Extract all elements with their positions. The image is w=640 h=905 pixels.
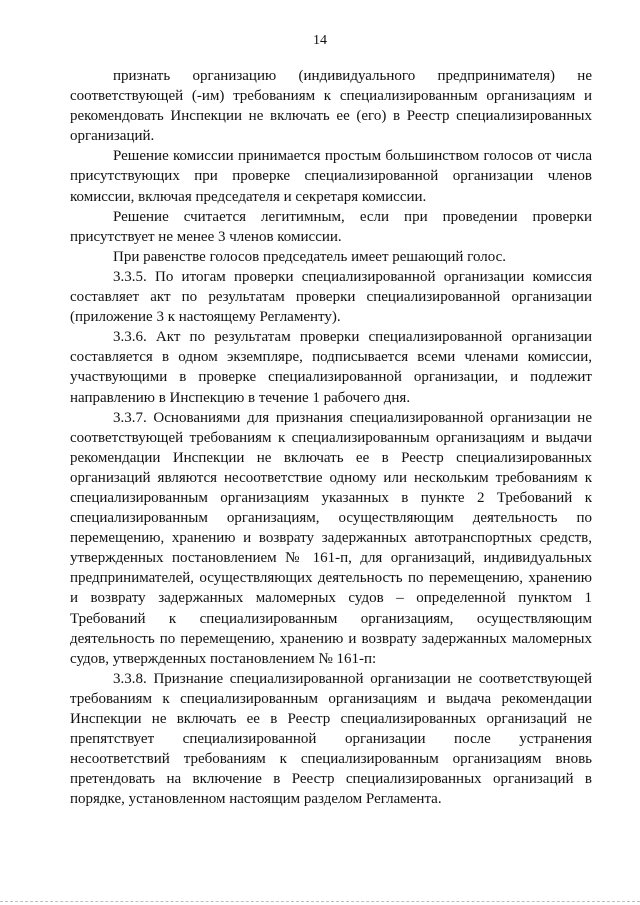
- paragraph-3-3-8: 3.3.8. Признание специализированной организации не соответствующей требованиям к специализированным организациям и выдача рекомендации Инспекции не включать ее в Реестр специализированных организаций не препятствует специализированной организации после устранения несоответствий требованиям к специализированным организациям вновь претендовать на включение в Реестр специализированных организаций в порядке, установленном настоящим разделом Регламента.: [70, 670, 592, 808]
- paragraph-legitimacy: Решение считается легитимным, если при проведении проверки присутствует не менее 3 членов комиссии.: [70, 208, 592, 245]
- paragraph-commission-decision: Решение комиссии принимается простым большинством голосов от числа присутствующих при проверке специализированной организации членов комиссии, включая председателя и секретаря комиссии.: [70, 148, 592, 205]
- document-body: [70, 66, 592, 809]
- page-number: 14: [313, 33, 327, 48]
- paragraph-3-3-7: 3.3.7. Основаниями для признания специализированной организации не соответствующей требованиям к специализированным организациям и выдачи рекомендации Инспекции не включать ее в Реестр специализированных организаций являются несоответствие одному или нескольким требованиям к специализированным организациям указанных в пункте 2 Требований к специализированным организациям, осуществляющим деятельность по перемещению, хранению и возврату задержанных автотранспортных средств, утвержденных постановлением № 161-п, для организаций, индивидуальных предпринимателей, осуществляющих деятельность по перемещению, хранению и возврату задержанных маломерных судов – определенной пунктом 1 Требований к специализированным организациям, осуществляющим деятельность по перемещению, хранению и возврату задержанных маломерных судов, утвержденных постановлением № 161-п:: [70, 409, 592, 667]
- paragraph-3-3-5: 3.3.5. По итогам проверки специализированной организации комиссия составляет акт по результатам проверки специализированной организации (приложение 3 к настоящему Регламенту).: [70, 268, 592, 326]
- paragraph-tie-vote: При равенстве голосов председатель имеет решающий голос.: [113, 248, 507, 265]
- paragraph-continuation: признать организацию (индивидуального предпринимателя) не соответствующей (-им) требованиям к специализированным организациям и рекомендовать Инспекции не включать ее (его) в Реестр специализированных организаций.: [70, 68, 592, 145]
- paragraph-3-3-6: 3.3.6. Акт по результатам проверки специализированной организации составляется в одном экземпляре, подписывается всеми членами комиссии, участвующими в проверке специализированной организации, и подлежит направлению в Инспекцию в течение 1 рабочего дня.: [70, 329, 592, 406]
- scan-bottom-edge: [0, 901, 640, 902]
